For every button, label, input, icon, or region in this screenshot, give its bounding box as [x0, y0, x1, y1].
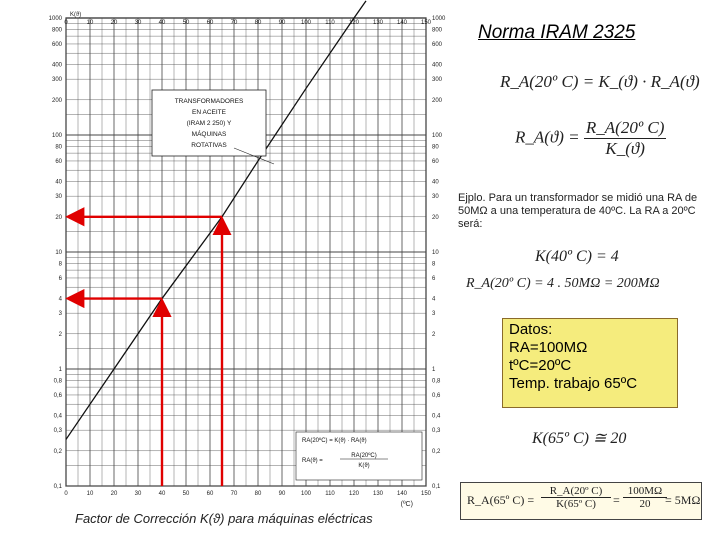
- y-tick-label-left: 10: [55, 250, 62, 256]
- x-tick-label-bottom: 130: [372, 491, 384, 497]
- y-tick-label-right: 0,4: [432, 413, 441, 420]
- x-tick-label-top: 90: [278, 20, 286, 26]
- y-tick-label-left: 6: [58, 275, 62, 282]
- x-tick-label-bottom: 100: [300, 491, 312, 497]
- datos-temperature: tºC=20ºC: [509, 357, 572, 374]
- series-line: [66, 1, 366, 440]
- result-den-2: 20: [639, 498, 651, 510]
- x-tick-label-top: 100: [300, 20, 312, 26]
- y-tick-label-left: 1000: [48, 16, 62, 22]
- y-tick-label-left: 4: [58, 296, 62, 303]
- x-tick-label-top: 80: [254, 20, 262, 26]
- formula-k65: K(65º C) ≅ 20: [532, 430, 627, 447]
- legend-box-line: (IRAM 2 250) Y: [186, 120, 232, 127]
- y-tick-label-left: 400: [51, 62, 62, 69]
- x-tick-label-top: 60: [206, 20, 214, 26]
- x-tick-label-bottom: 60: [206, 491, 214, 497]
- y-tick-label-left: 8: [58, 261, 62, 268]
- y-tick-label-right: 0,6: [432, 392, 441, 399]
- y-tick-label-left: 60: [55, 158, 62, 165]
- result-lhs: R_A(65º C) =: [467, 493, 535, 507]
- result-equals: =: [613, 493, 620, 507]
- x-tick-label-bottom: 140: [396, 491, 408, 497]
- x-tick-label-top: 120: [348, 20, 360, 26]
- x-tick-label-top: 130: [372, 20, 384, 26]
- y-tick-label-right: 3: [432, 311, 436, 318]
- x-axis-label: (ºC): [400, 501, 413, 508]
- x-tick-label-bottom: 0: [64, 491, 68, 497]
- y-tick-label-left: 40: [55, 179, 62, 186]
- y-tick-label-right: 4: [432, 296, 436, 303]
- x-tick-label-top: 110: [325, 20, 335, 26]
- correction-factor-chart: [34, 8, 446, 518]
- y-tick-label-left: 20: [55, 214, 62, 221]
- x-tick-label-top: 50: [182, 20, 190, 26]
- legend-box-line: TRANSFORMADORES: [174, 98, 244, 105]
- y-tick-label-left: 0,3: [53, 428, 62, 435]
- x-tick-label-top: 150: [420, 20, 432, 26]
- formula-ra-theta-denominator: K_(ϑ): [605, 139, 645, 158]
- y-tick-label-left: 0,8: [53, 378, 62, 385]
- x-tick-label-bottom: 150: [420, 491, 432, 497]
- y-tick-label-right: 200: [432, 97, 443, 104]
- y-tick-label-right: 0,2: [432, 448, 441, 455]
- result-num-1: R_A(20º C): [541, 485, 611, 498]
- y-tick-label-right: 300: [432, 77, 443, 84]
- y-tick-label-right: 0,8: [432, 378, 441, 385]
- y-tick-label-right: 60: [432, 158, 439, 165]
- y-tick-label-left: 0,4: [53, 413, 62, 420]
- y-tick-label-right: 8: [432, 261, 436, 268]
- result-num-2: 100MΩ: [623, 485, 667, 498]
- x-tick-label-bottom: 80: [254, 491, 262, 497]
- result-den-1: K(65º C): [556, 498, 596, 510]
- formula-k40: K(40º C) = 4: [535, 248, 619, 265]
- result-rhs: = 5MΩ: [665, 493, 701, 507]
- page-title: Norma IRAM 2325: [478, 22, 636, 43]
- y-tick-label-right: 10: [432, 250, 439, 256]
- y-tick-label-left: 0,1: [53, 484, 62, 490]
- y-tick-label-right: 600: [432, 41, 443, 48]
- x-tick-label-top: 140: [396, 20, 408, 26]
- chart-formula-2-lhs: RA(ϑ) =: [302, 458, 323, 464]
- chart-caption: Factor de Corrección K(ϑ) para máquinas eléctricas: [75, 511, 373, 526]
- formula-ra-result: R_A(20º C) = 4 . 50MΩ = 200MΩ: [466, 276, 660, 291]
- y-tick-label-right: 100: [432, 133, 443, 139]
- y-tick-label-left: 3: [58, 311, 62, 318]
- formula-ra-theta-fraction: [584, 118, 666, 159]
- y-tick-label-right: 40: [432, 179, 439, 186]
- y-tick-label-left: 200: [51, 97, 62, 104]
- datos-box: [502, 318, 678, 408]
- y-tick-label-left: 600: [51, 41, 62, 48]
- formula-ra-theta-numerator: R_A(20º C): [585, 118, 665, 137]
- y-tick-label-right: 800: [432, 27, 443, 34]
- x-tick-label-top: 30: [134, 20, 142, 26]
- y-tick-label-left: 300: [51, 77, 62, 84]
- x-tick-label-bottom: 50: [182, 491, 190, 497]
- x-tick-label-top: 10: [86, 20, 94, 26]
- formula-ra20: R_A(20º C) = K_(ϑ) · R_A(ϑ): [500, 72, 700, 91]
- datos-ra: RA=100MΩ: [509, 339, 588, 356]
- legend-box-line: ROTATIVAS: [191, 142, 227, 149]
- x-tick-label-bottom: 90: [278, 491, 286, 497]
- x-tick-label-bottom: 30: [134, 491, 142, 497]
- y-tick-label-right: 30: [432, 194, 439, 201]
- formula-ra-theta-lhs: R_A(ϑ) =: [515, 127, 580, 147]
- result-fraction-2: [623, 485, 667, 510]
- result-formula-box: [460, 482, 702, 520]
- chart-formula-2-num: RA(20ºC): [351, 453, 377, 459]
- x-tick-label-bottom: 40: [158, 491, 166, 497]
- y-tick-label-left: 1: [58, 367, 62, 373]
- x-tick-label-top: 40: [158, 20, 166, 26]
- example-text: Ejplo. Para un transformador se midió una RA de 50MΩ a una temperatura de 40ºC. La RA a 20ºC será:: [458, 192, 698, 230]
- y-axis-label: K(ϑ): [70, 12, 82, 18]
- y-tick-label-left: 80: [55, 144, 62, 151]
- chart-svg: [34, 8, 446, 518]
- chart-formula-1: RA(20ºC) = K(ϑ) · RA(ϑ): [302, 438, 367, 444]
- y-tick-label-right: 0,3: [432, 428, 441, 435]
- legend-box-line: MÁQUINAS: [191, 131, 227, 138]
- y-tick-label-right: 1: [432, 367, 436, 373]
- y-tick-label-left: 0,2: [53, 448, 62, 455]
- y-tick-label-left: 800: [51, 27, 62, 34]
- y-tick-label-right: 2: [432, 331, 436, 338]
- result-fraction-1: [541, 485, 611, 510]
- legend-box-line: EN ACEITE: [192, 109, 226, 116]
- datos-title: Datos:: [509, 321, 553, 338]
- y-tick-label-left: 100: [51, 133, 62, 139]
- x-tick-label-bottom: 20: [110, 491, 118, 497]
- x-tick-label-bottom: 120: [348, 491, 360, 497]
- y-tick-label-left: 30: [55, 194, 62, 201]
- y-tick-label-right: 80: [432, 144, 439, 151]
- chart-formula-2-den: K(ϑ): [358, 463, 370, 469]
- y-tick-label-left: 0,6: [53, 392, 62, 399]
- datos-work-temperature: Temp. trabajo 65ºC: [509, 375, 638, 392]
- x-tick-label-top: 20: [110, 20, 118, 26]
- x-tick-label-top: 70: [230, 20, 238, 26]
- y-tick-label-right: 0,1: [432, 484, 441, 490]
- y-tick-label-left: 2: [58, 331, 62, 338]
- x-tick-label-bottom: 10: [86, 491, 94, 497]
- y-tick-label-right: 20: [432, 214, 439, 221]
- x-tick-label-top: 0: [64, 20, 68, 26]
- x-tick-label-bottom: 110: [325, 491, 335, 497]
- x-tick-label-bottom: 70: [230, 491, 238, 497]
- y-tick-label-right: 1000: [432, 16, 446, 22]
- y-tick-label-right: 6: [432, 275, 436, 282]
- y-tick-label-right: 400: [432, 62, 443, 69]
- formula-ra-theta: [515, 118, 666, 159]
